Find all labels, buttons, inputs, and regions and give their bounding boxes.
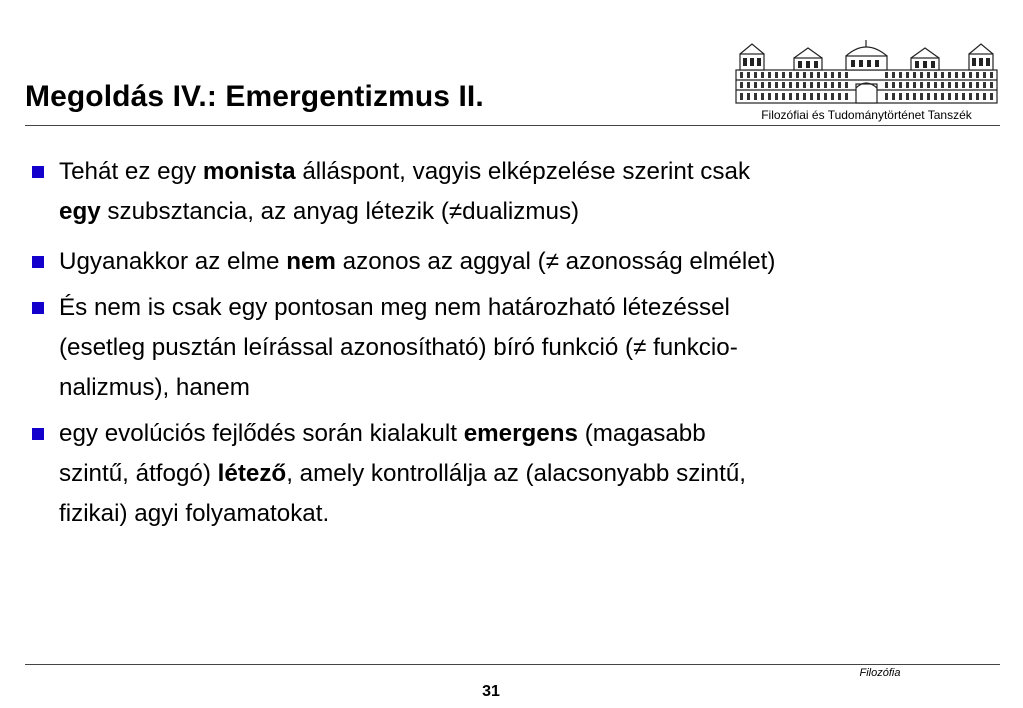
bullet-square-icon	[32, 428, 44, 440]
bullet-line: egy evolúciós fejlődés során kialakult emergens (magasabb	[59, 420, 706, 447]
header-divider	[25, 125, 1000, 126]
department-name: Filozófiai és Tudománytörténet Tanszék	[761, 108, 972, 122]
footer-label: Filozófia	[859, 667, 901, 679]
bullet-square-icon	[32, 256, 44, 268]
bullet-line: Tehát ez egy monista álláspont, vagyis elképzelése szerint csak	[59, 158, 751, 185]
bullet-item	[30, 242, 1005, 282]
slide-title: Megoldás IV.: Emergentizmus II.	[25, 80, 484, 113]
bullet-item	[30, 152, 1005, 232]
bullet-line: egy szubsztancia, az anyag létezik (≠dualizmus)	[59, 198, 580, 225]
bullet-line: (esetleg pusztán leírással azonosítható) bíró funkció (≠ funkcio-	[59, 334, 738, 361]
bullet-line: szintű, átfogó) létező, amely kontrollálja az (alacsonyabb szintű,	[59, 460, 747, 487]
emphasis: monista	[202, 158, 296, 185]
bullet-line: És nem is csak egy pontosan meg nem határozható létezéssel	[59, 294, 730, 321]
department-logo	[729, 40, 1004, 124]
bullet-line: fizikai) agyi folyamatokat.	[59, 500, 330, 527]
bullet-item	[30, 288, 1005, 408]
page-number: 31	[482, 683, 500, 700]
bullet-list	[30, 152, 1005, 544]
bullet-item	[30, 414, 1005, 534]
emphasis: egy	[59, 198, 101, 225]
bullet-square-icon	[32, 302, 44, 314]
emphasis: nem	[286, 248, 336, 275]
bullet-square-icon	[32, 166, 44, 178]
university-building-icon	[734, 40, 999, 104]
footer-divider	[25, 664, 1000, 665]
emphasis: emergens	[463, 420, 578, 447]
emphasis: létező	[217, 460, 287, 487]
bullet-line: nalizmus), hanem	[59, 374, 250, 401]
bullet-line: Ugyanakkor az elme nem azonos az aggyal (≠ azonosság elmélet)	[59, 248, 776, 275]
